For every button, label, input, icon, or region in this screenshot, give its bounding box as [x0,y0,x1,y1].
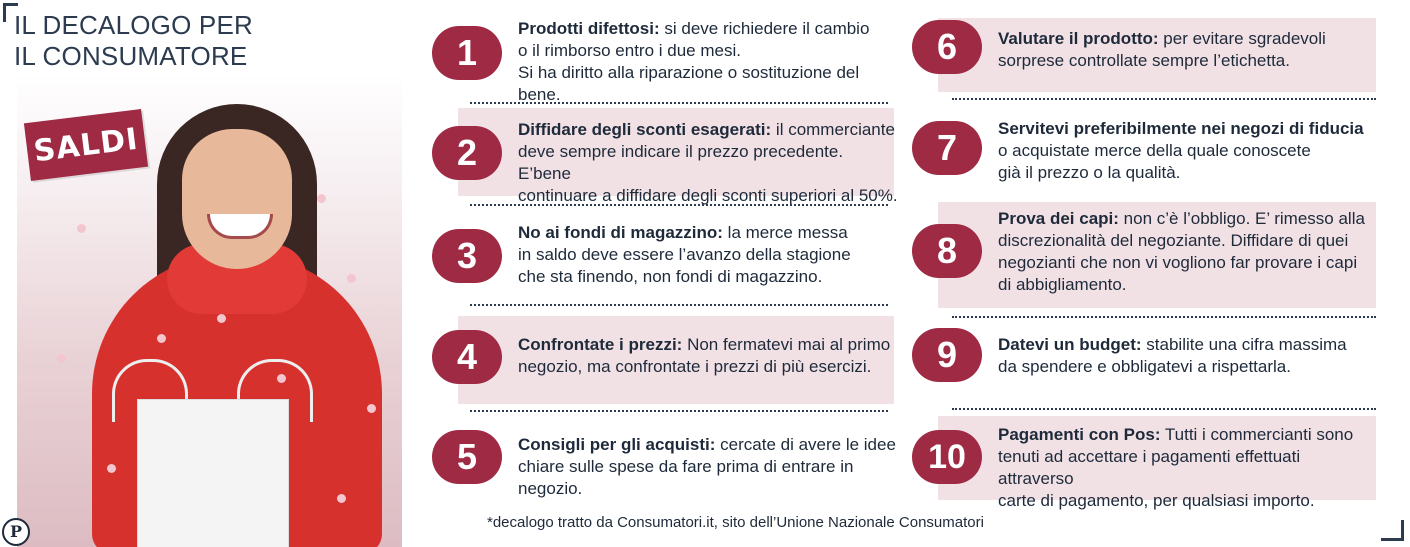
rule-heading: Confrontate i prezzi: [518,335,683,354]
rule-heading: Prodotti difettosi: [518,19,660,38]
rule-text [518,434,898,500]
rule-body: Tutti i commercianti sono tenuti ad accettare i pagamenti effettuati attraverso carte di pagamento, per qualsiasi importo. [998,425,1354,510]
confetti [367,404,376,413]
rule-text [998,28,1374,72]
rule-body: Non fermatevi mai al primo negozio, ma confrontate i prezzi di più esercizi. [518,335,891,376]
rule-heading: No ai fondi di magazzino: [518,223,723,242]
rule-text [998,424,1374,512]
rule-body: stabilite una cifra massima da spendere e obbligatevi a rispettarla. [998,335,1347,376]
rule-body: il commerciante deve sempre indicare il prezzo precedente. E’bene continuare a diffidare degli sconti superiori al 50%. [518,120,898,205]
publisher-logo: P [2,518,30,546]
rule-text [518,222,898,288]
rule-number: 1 [432,26,502,80]
rule-number: 4 [432,330,502,384]
separator [470,304,888,306]
rule-heading: Diffidare degli sconti esagerati: [518,120,772,139]
source-footnote: *decalogo tratto da Consumatori.it, sito dell’Unione Nazionale Consumatori [487,514,984,531]
rule-number: 7 [912,121,982,175]
confetti [337,494,346,503]
rule-text [518,18,898,106]
rule-body: non c’è l’obbligo. E’ rimesso alla discrezionalità del negoziante. Diffidare di quei negozianti che non vi vogliono far provare i capi di abbigliamento. [998,209,1365,294]
page-title: IL DECALOGO PER IL CONSUMATORE [14,10,253,71]
confetti [57,354,66,363]
confetti [157,334,166,343]
rule-number: 8 [912,224,982,278]
confetti [107,464,116,473]
rule-body: cercate di avere le idee chiare sulle spese da fare prima di entrare in negozio. [518,435,896,498]
rule-number: 6 [912,20,982,74]
rule-text [518,334,898,378]
rule-heading: Servitevi preferibilmente nei negozi di fiducia [998,119,1364,138]
confetti [347,274,356,283]
rule-heading: Consigli per gli acquisti: [518,435,716,454]
rule-number: 3 [432,229,502,283]
confetti [277,374,286,383]
rule-body: la merce messa in saldo deve essere l’avanzo della stagione che sta finendo, non fondi di magazzino. [518,223,851,286]
rule-text [998,334,1374,378]
rule-text [518,119,898,207]
rule-number: 2 [432,126,502,180]
hero-photo [17,74,402,547]
rule-number: 5 [432,430,502,484]
rule-number: 10 [912,430,982,484]
rule-heading: Pagamenti con Pos: [998,425,1161,444]
separator [470,102,888,104]
confetti [77,224,86,233]
separator [952,98,1376,100]
shopping-bag [137,399,289,547]
separator [952,316,1376,318]
separator [470,204,888,206]
corner-mark-bottom-right [1381,520,1404,541]
photo-face [182,129,292,269]
confetti [217,314,226,323]
rule-heading: Datevi un budget: [998,335,1142,354]
confetti [317,194,326,203]
rule-body: si deve richiedere il cambio o il rimborso entro i due mesi. Si ha diritto alla riparazione o sostituzione del bene. [518,19,870,104]
rule-number: 9 [912,328,982,382]
rule-body: o acquistate merce della quale conoscete già il prezzo o la qualità. [998,141,1311,182]
separator [470,410,888,412]
rule-text [998,118,1384,184]
rule-body: per evitare sgradevoli sorprese controllate sempre l’etichetta. [998,29,1326,70]
saldi-badge: SALDI [24,109,148,181]
rule-heading: Prova dei capi: [998,209,1119,228]
rule-text [998,208,1374,296]
separator [952,408,1376,410]
rule-heading: Valutare il prodotto: [998,29,1159,48]
